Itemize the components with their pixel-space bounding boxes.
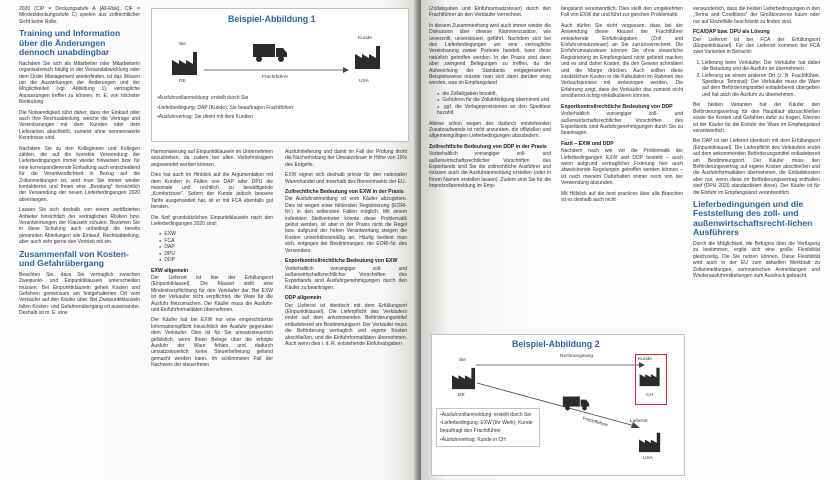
heading-zoll: Zollrechtliche Bedeutung von EXW in der Praxis	[285, 189, 404, 196]
paragraph: Der Lieferort ist identisch mit dem Erfüllungsort (Einpunktklausel). Die Lieferpflicht des Verkäufers endet auf dem ankommenden Beförderungsmittel entladebereit am Bestimmungsort. Der Verkäufer muss die Beförderung vertraglich und eigene Kosten abschließen, und die Einfuhrformalitäten übernehmen. Auch wenn dies i. d. R. entstehende Einfuhrabgaben	[285, 302, 407, 347]
paragraph: Nachdem Sie zu den Kolleginnen und Kollegen zählen, die auf die korrekte Verwendung der Lieferbedingungen immer wieder hinweisen bzw. für eine korrespondierende Einhaltung auch entscheidend für die Verantwortlichkeit in Bezug auf die Zollanmeldungen ist, wird man Sie immer wieder kontaktieren und Ihnen eine „Beratung“ hinsichtlich der Verwendung der neuen Lieferbedingungen 2020 abverlangen.	[19, 145, 140, 203]
list-item: ● DAP	[159, 244, 273, 250]
paragraph: Nachdem nach wie vor die Problematik der Lieferbedingungen EXW und DDP besteht – auch wenn aufgrund vertraglicher Fixierung hier auch abweichende Regelungen getroffen werden können – ist nach meinem Dafürhalten immer noch von der Verwendung abzuraten.	[561, 148, 683, 187]
seller-label: Sie	[179, 42, 186, 47]
clause-list	[159, 231, 273, 263]
figure-2-legend	[436, 408, 540, 447]
seller-label: Sie	[459, 358, 466, 363]
left-column-1	[19, 6, 140, 321]
legend-item: • Lieferbedingung: DAP (Kunde); Sie beauftragen Frachtführer	[157, 104, 402, 114]
paragraph: Die Notwendigkeit rührt daher, dass der Einkauf oder auch Ihre Rechtsabteilung, welche die Verträge und Vereinbarungen mit dem Kunden oder dem Lieferanten abschließt, zumeist ohne nennenswerte Kenntnisse sind.	[19, 109, 140, 142]
country-usa-label: USA	[643, 456, 653, 461]
right-column-1	[429, 6, 551, 194]
country-ch-label: CH	[646, 393, 653, 398]
heading-fca: FCA/DAP bzw. DPU als Lösung	[693, 29, 770, 36]
paragraph: Durch die Möglichkeit, die Befugnis über die Verfügung zu bestimmen, ergibt sich eine große Flexibilität gleichzeitig. Die Sie nutzen können. Diese Flexibilität wird auch in der EU zum aktuellen Merkblatt zu Zollanmeldungen, summarischen Anmeldungen und Wiederausfuhrmitteilungen zum Ausdruck gebracht.	[693, 240, 820, 279]
figure-1-legend	[157, 94, 402, 123]
paragraph: Der Käufer hat bei EXW nur eine eingeschränkte Informationspflicht hinsichtlich der Ausfuhr gegenüber dem Verkäufer. Dies ist für Sie umsatzsteuerlich gefährlich, wenn Ihnen Belege über die erfolgte Ausfuhr der Ware fehlen und dadurch umsatzsteuerlich keine Steuerbefreiung geltend gemacht werden kann. Im schlimmsten Fall der Nachweis der steuerfreien	[151, 317, 273, 369]
left-page	[0, 0, 418, 480]
heading-ddp: DDP allgemein	[285, 295, 322, 302]
list-item: ● die Zollabgaben bezahlt,	[437, 91, 551, 97]
bullet-list	[437, 91, 551, 117]
paragraph: Harmonisierung auf Einpunktklauseln im Unternehmen anzustreben, da zudem bei allen Verkehrsträgern angewendet werden können.	[151, 149, 273, 168]
paragraph: Der Lieferort ist bei FCA der Erfüllungsort (Einpunktklausel). Für den Lieferort kommen bei FCA zwei Varianten in Betracht:	[693, 36, 820, 56]
paragraph: Dies hat auch im Hinblick auf die Argumentation mit dem Kunden in Fällen von DAP oder DPU die maximale und rechtlich zu bewältigende „Komfortzone“. Sofern der Kunde jedoch bessere Tarife ausgehandelt hat, ist er mit FCA ebenfalls gut beraten.	[151, 172, 273, 211]
paragraph: Alleine schon wegen des dadurch entstehenden Zusatzaufwands ist nicht anzuraten, die offiziellen und allgemeingültigen Lieferbedingungen abzuändern.	[429, 120, 551, 140]
paragraph: Die Ausfuhranmeldung ist vom Käufer abzugeben. Dies ist wegen einer fehlenden Registrierung (EORI-Nr.) in den seltensten Fällen möglich. Mit einem indirekten Stellvertreter könnte diese Problematik gelöst werden, ist aber in der Praxis nicht die Regel bzw. aufgrund der hohen Verantwortung steigen die Kosten unverhältnismäßig an. Häufig bedient man sich, entgegen der Bestimmungen, der EORI-Nr. des Versenders.	[285, 196, 407, 254]
figure-2-title: Beispiel-Abbildung 2	[512, 339, 600, 349]
arrow-icon	[476, 360, 646, 370]
paragraph: fangsland verantwortlich. Dies stellt den umgekehrten Fall von EXW dar und führt zur gleichen Problematik.	[561, 6, 683, 19]
heading-fazit: Fazit – EXW und DDP	[561, 140, 614, 147]
paragraph: In diesem Zusammenhang wird auch immer wieder die Diskussion über diverse Klammerzusätze, wie unverzollt, unversteuert, geführt. Nachdem sich bei den Lieferbedingungen um eine vertragliche Vereinbarung zweier Parteien handelt, kann diese natürlich getroffen werden. In der Praxis sind dann aber zwingend Belegungen zu treffen, da die Aufweichung der Standards entgegenstehen. Beispielsweise müsste man sich dann darüber einig werden, was im Empfangsland	[429, 22, 551, 87]
paragraph: EXW eignet sich deshalb primär für den nationalen Warenhandel und innerhalb des Binnenmarkts der EU.	[285, 172, 407, 185]
paragraph: Ausfuhrlieferung und damit im Fall der Prüfung droht die Nacherhebung der Umsatzsteuer in Höhe von 19% des Entgelts.	[285, 149, 407, 168]
list-item: 1. Lieferung beim Verkäufer: Der Verkäufer hat dabei die Beladung und die Ausfuhr an übernehmen.	[702, 60, 820, 73]
intro-text: 2020 (CIP = Deckungsstufe A [All-Risk], CIF = Mindestdeckungsstufe C) spielen aus zollrechtlicher Sicht keine Rolle.	[19, 6, 140, 25]
carrier-label: Frachtführer	[262, 75, 289, 80]
paragraph: Beachten Sie, dass Sie vertraglich zwischen Zweipunkt- und Einpunktklauseln unterscheiden müssen. Bei Einpunktklauseln gehen Kosten und Gefahren gemeinsam am festgehaltenen Ort vom Verkäufer auf den Käufer über. Bei Zweipunktklauseln fallen Kosten- und Gefahrenübergang ort auseinander. Deshalb ist m. E. eine	[19, 271, 140, 317]
heading-export: Exportkontrollrechtliche Bedeutung von EXW	[285, 258, 398, 265]
country-from-label: DE	[458, 393, 465, 398]
paragraph: Mit Hilfslick auf die best practices über alle Branchen ist es deshalb auch nicht	[561, 190, 683, 203]
list-item: ● DDP	[159, 257, 273, 263]
paragraph: verwunderlich, dass die beiden Lieferbedingungen in den „Terms and Conditions“ der Großkonzerne kaum oder nur auf Einzelfälle beschränkt zu finden sind.	[693, 6, 820, 25]
paragraph: Lassen Sie sich deshalb von einem zertifizierten Anbieter hinsichtlich der vertraglichen Risiken bzw. Verantwortungen der Klauseln schulen. Beziehen Sie in diese Schulung auch unbedingt die bereits genannten Abteilungen wie Einkauf, Rechtsabteilung, aber auch sehr gerne den Vertrieb mit ein.	[19, 207, 140, 246]
paragraph: Der Lieferort ist hier der Erfüllungsort (Einpunktklausel). Die Klausel stellt eine Mindestverpflichtung für den Verkäufer dar. Bei EXW ist der Verkäufer nicht verpflichtet, die Ware für die Ausfuhr freizumachen. Der Käufer muss die Ausfuhr- und Einfuhrformalitäten übernehmen.	[151, 274, 273, 313]
legend-item: • Ausfuhrzollanmeldung: erstellt durch Sie	[440, 411, 536, 419]
list-item: ● ggf. die Vorlageprovisionen an den Spediteur bezahlt.	[437, 104, 551, 117]
legend-item: • Ausfuhrvertrag: Sie direkt mit dem Kunden	[157, 113, 402, 123]
heading-zoll-ddp: Zollrechtliche Bedeutung von DDP in der Praxis	[429, 143, 547, 150]
list-item: 2. Lieferung an einem anderen Ort (z. B. Frachtführer, Spediteur, Terminal): Der Verkäufer muss die Ware auf dem Beförderungsmittel entladebereit übergeben und hat auch die Ausfuhr zu übernehmen.	[702, 73, 820, 99]
carrier-label: Frachtführer	[581, 416, 609, 429]
truck-icon	[252, 42, 288, 64]
paragraph: (Zollabgaben und Einfuhrumsatzsteuer) durch den Frachtführer an den Verkäufer verrechnet.	[429, 6, 551, 19]
numbered-list	[702, 60, 820, 98]
left-column-2	[151, 149, 273, 373]
right-page	[421, 0, 840, 480]
legend-item: • Ausfuhrvertrag: Kunde in CH	[440, 436, 536, 444]
factory-icon	[353, 44, 383, 70]
figure-2	[431, 334, 685, 476]
paragraph: Bei beiden Varianten hat der Käufer den Beförderungsvertrag für den Hauptlauf abzuschließen sowie die Kosten und Gefahren dafür zu tragen. Ebenso ist der Käufer für die Einfuhr der Ware im Empfangsland verantwortlich.	[693, 102, 820, 134]
delivery-place-label: Lieferort	[630, 419, 648, 424]
list-item: ● Gebühren für die Zollabfertigung übernimmt und	[437, 97, 551, 103]
paragraph: Auch dürfen Sie nicht vergessen, dass bei der Anwendung dieser Klausel der Frachtführer entstehende Einfuhrabgaben (Zoll und Einfuhrumsatzsteuer) an Sie zurückverrechnet. Die Einfuhrumsatzsteuer können Sie ohne steuerliche Registrierung im Empfangsland nicht geltend machen und es sind daher Kosten, die den Gewinn schmälern und die Marge drücken. Auch sollten diese zusätzlichen Kosten in die Kalkulation im Rahmen des Verkaufspreises mit einbezogen werden. Die Erfahrung zeigt, dass die Verkäufer das zumeist nicht annähernd richtig einkalkulieren können.	[561, 22, 683, 100]
heading-lieferbedingungen: Lieferbedingungen und die Feststellung des zoll- und außenwirtschaftsrecht-lichen Ausführers	[693, 198, 813, 238]
paragraph: Vorbehaltlich vorrangiger zoll- und außenwirtschaftsrechtlicher Vorschriften des Exportlands sind Ausfuhrgenehmigungen durch Sie zu beantragen.	[561, 111, 683, 137]
paragraph: Vorbehaltlich vorrangiger zoll- und außenwirtschaftsrechtlicher Vorschriften des Exportlands sind Ausfuhrgenehmigungen durch den Käufer zu beantragen.	[285, 265, 407, 291]
figure-1-title: Beispiel-Abbildung 1	[228, 14, 316, 24]
legend-item: • Ausfuhrzollanmeldung: erstellt durch Sie	[157, 94, 402, 104]
customer-label: Kunde	[638, 357, 652, 362]
factory-icon	[450, 366, 478, 390]
list-item: ● FCA	[159, 238, 273, 244]
paragraph: Die fünf grundsätzlichen Einpunktklauseln nach den Lieferbedingungen 2020 sind:	[151, 214, 273, 228]
factory-icon	[637, 431, 663, 453]
figure-1	[151, 8, 409, 142]
country-to-label: USA	[359, 79, 369, 84]
paragraph: Bei DAP ist der Lieferort identisch mit dem Erfüllungsort (Einpunktklausel). Die Lieferpflicht des Verkäufers endet auf dem ankommenden Beförderungsmittel entladebereit am Bestimmungsort. Der Käufer muss den Beförderungsvertrag auf eigene Kosten abschließen und die Ausfuhrformalitäten übernehmen, die Entladekosten aber nur, wenn diese im Beförderungsvertrag enthalten sind (DPU 2020 standardisiert diese). Der Käufer ist für die Einfuhr im Empfangsland verantwortlich.	[693, 138, 820, 196]
country-from-label: DE	[179, 79, 186, 84]
invoice-label: Rechnungsweg	[560, 354, 594, 359]
factory-icon	[170, 50, 200, 76]
legend-item: • Lieferbedingung: EXW (Ihr Werk); Kunde beauftragt den Frachtführer	[440, 419, 536, 435]
paragraph: Nachdem Sie sich als Mitarbeiter oder Mitarbeiterin organisatorisch häufig in der Versandabwicklung oder dem Order Management wiederfinden, ist das Wissen um die Auswirkungen der Änderungen und der Möglichkeiten (vgl. Abbildung 1), vertragliche Anpassungen treffen zu können, m. E. von höchster Bedeutung.	[19, 60, 140, 106]
heading-export-ddp: Exportkontrollrechtliche Bedeutung von DDP	[561, 103, 673, 110]
right-column-3	[693, 6, 820, 283]
arrow-icon	[204, 65, 350, 75]
left-column-3	[285, 149, 407, 351]
paragraph: Vorbehaltlich vorrangiger zoll- und außenwirtschaftsrechtlicher Vorschriften des Exportlands sind Sie die zollrechtliche Ausführer und müssen auch die Ausfuhranmeldung erstellen (oder in Ihrem Namen erstellen lassen). Zudem sind Sie für die Importzollanmeldung im Emp-	[429, 151, 551, 190]
heading-kosten: Zusammenfall von Kosten- und Gefahrübergang	[19, 248, 129, 269]
heading-exw: EXW allgemein	[151, 267, 189, 274]
heading-training: Training und Information über die Änderungen dennoch unabdingbar	[19, 28, 121, 58]
right-column-2	[561, 6, 683, 207]
buyer-label: Kunde	[358, 36, 372, 41]
list-item: ● DPU	[159, 251, 273, 257]
truck-icon	[562, 395, 590, 412]
list-item: ● EXW	[159, 231, 273, 237]
